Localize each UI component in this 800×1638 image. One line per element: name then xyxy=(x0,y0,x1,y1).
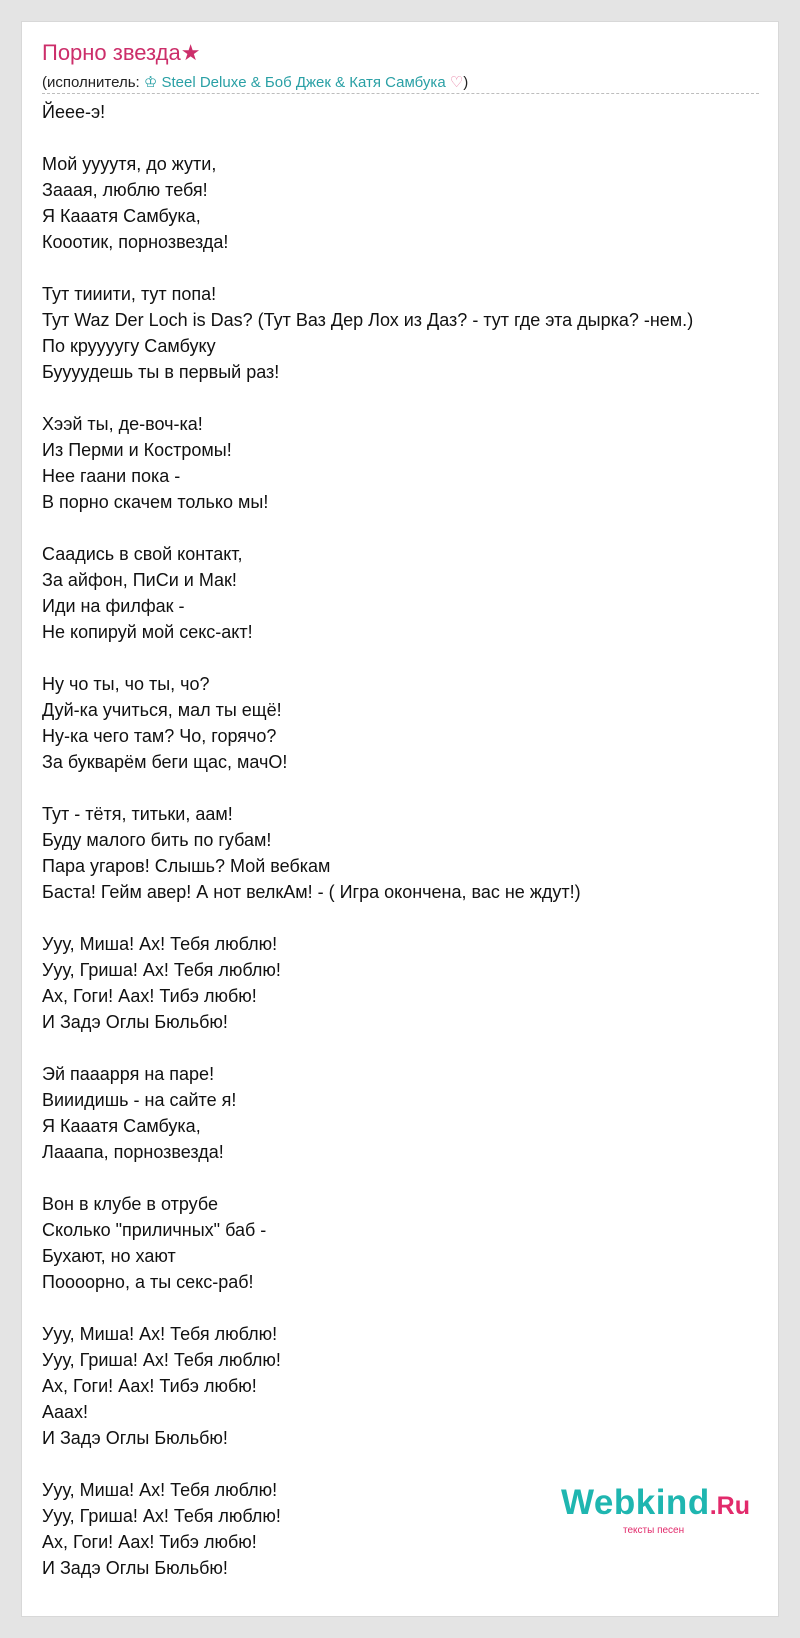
lyrics-line: Тут Waz Der Loch is Das? (Тут Ваз Дер Лох из Даз? - тут где эта дырка? -нем.) xyxy=(42,310,694,330)
artist-line xyxy=(42,73,468,91)
lyrics-line: Ууу, Гриша! Ах! Тебя люблю! xyxy=(42,1350,281,1370)
lyrics-line: Из Перми и Костромы! xyxy=(42,440,232,460)
lyrics-stanza xyxy=(42,281,693,385)
lyrics-line: Ууу, Миша! Ах! Тебя люблю! xyxy=(42,1480,278,1500)
lyrics-line: Хээй ты, де-воч-ка! xyxy=(42,414,203,434)
lyrics-stanza xyxy=(42,931,693,1035)
lyrics-stanza xyxy=(42,1191,693,1295)
lyrics-line: Зааая, люблю тебя! xyxy=(42,180,208,200)
lyrics-stanza xyxy=(42,1061,693,1165)
lyrics-line: Тут - тётя, титьки, аам! xyxy=(42,804,233,824)
artist-link[interactable] xyxy=(144,74,463,91)
lyrics-stanza xyxy=(42,99,693,125)
lyrics-line: Буду малого бить по губам! xyxy=(42,830,272,850)
lyrics-line: По круууугу Самбуку xyxy=(42,336,216,356)
artist-suffix: ) xyxy=(463,74,469,91)
lyrics-line: Я Кааатя Самбука, xyxy=(42,1116,201,1136)
lyrics-stanza xyxy=(42,151,693,255)
lyrics-line: И Задэ Оглы Бюльбю! xyxy=(42,1558,228,1578)
webkind-logo[interactable] xyxy=(561,1483,750,1536)
lyrics-line: Ах, Гоги! Аах! Тибэ любю! xyxy=(42,1532,257,1552)
heart-icon: ♡ xyxy=(449,74,464,91)
lyrics-stanza xyxy=(42,1321,693,1451)
lyrics-line: Йеее-э! xyxy=(42,102,106,122)
lyrics-line: Эй пааарря на паре! xyxy=(42,1064,215,1084)
logo-main-text: Webkind xyxy=(561,1483,710,1522)
lyrics-line: За букварём беги щас, мачО! xyxy=(42,752,288,772)
song-title: Порно звезда★ xyxy=(42,40,201,65)
lyrics-line: Ну чо ты, чо ты, чо? xyxy=(42,674,210,694)
lyrics-line: Ах, Гоги! Аах! Тибэ любю! xyxy=(42,1376,257,1396)
lyrics-line: Сколько "приличных" баб - xyxy=(42,1220,267,1240)
lyrics-line: Саадись в свой контакт, xyxy=(42,544,243,564)
lyrics-line: Ууу, Гриша! Ах! Тебя люблю! xyxy=(42,960,281,980)
lyrics-line: Ну-ка чего там? Чо, горячо? xyxy=(42,726,277,746)
lyrics-line: Лааапа, порнозвезда! xyxy=(42,1142,224,1162)
lyrics-line: Поооорно, а ты секс-раб! xyxy=(42,1272,254,1292)
crown-icon: ♔ xyxy=(143,74,158,91)
lyrics-stanza xyxy=(42,411,693,515)
lyrics-line: Вон в клубе в отрубе xyxy=(42,1194,218,1214)
lyrics-line: Дуй-ка учиться, мал ты ещё! xyxy=(42,700,282,720)
lyrics-stanza xyxy=(42,671,693,775)
lyrics-line: Вииидишь - на сайте я! xyxy=(42,1090,237,1110)
logo-ru-text: .Ru xyxy=(709,1492,750,1520)
lyrics-line: В порно скачем только мы! xyxy=(42,492,269,512)
lyrics-line: Пара угаров! Слышь? Мой вебкам xyxy=(42,856,331,876)
lyrics-line: Буууудешь ты в первый раз! xyxy=(42,362,280,382)
lyrics-stanza xyxy=(42,801,693,905)
lyrics-line: Ууу, Миша! Ах! Тебя люблю! xyxy=(42,1324,278,1344)
lyrics-text xyxy=(42,99,693,1581)
lyrics-line: Кооотик, порнозвезда! xyxy=(42,232,229,252)
lyrics-line: Баста! Гейм авер! А нот велкАм! - ( Игра окончена, вас не ждут!) xyxy=(42,882,581,902)
artist-prefix: (исполнитель: xyxy=(42,74,144,91)
artist-names: Steel Deluxe & Боб Джек & Катя Самбука xyxy=(157,74,450,91)
lyrics-line: Я Кааатя Самбука, xyxy=(42,206,201,226)
lyrics-line: Ууу, Миша! Ах! Тебя люблю! xyxy=(42,934,278,954)
lyrics-line: Мой уууутя, до жути, xyxy=(42,154,217,174)
lyrics-line: Аaах! xyxy=(42,1402,89,1422)
title-divider xyxy=(42,93,759,94)
lyrics-stanza xyxy=(42,541,693,645)
lyrics-line: Ууу, Гриша! Ах! Тебя люблю! xyxy=(42,1506,281,1526)
lyrics-card xyxy=(21,21,779,1617)
lyrics-line: Тут тииити, тут попа! xyxy=(42,284,217,304)
lyrics-line: Бухают, но хают xyxy=(42,1246,176,1266)
lyrics-line: Иди на филфак - xyxy=(42,596,185,616)
lyrics-line: И Задэ Оглы Бюльбю! xyxy=(42,1428,228,1448)
logo-tagline: тексты песен xyxy=(623,1525,685,1536)
lyrics-line: И Задэ Оглы Бюльбю! xyxy=(42,1012,228,1032)
lyrics-line: Не копируй мой секс-акт! xyxy=(42,622,253,642)
lyrics-line: Ах, Гоги! Аах! Тибэ любю! xyxy=(42,986,257,1006)
lyrics-line: За айфон, ПиСи и Мак! xyxy=(42,570,237,590)
lyrics-line: Нее гаани пока - xyxy=(42,466,181,486)
